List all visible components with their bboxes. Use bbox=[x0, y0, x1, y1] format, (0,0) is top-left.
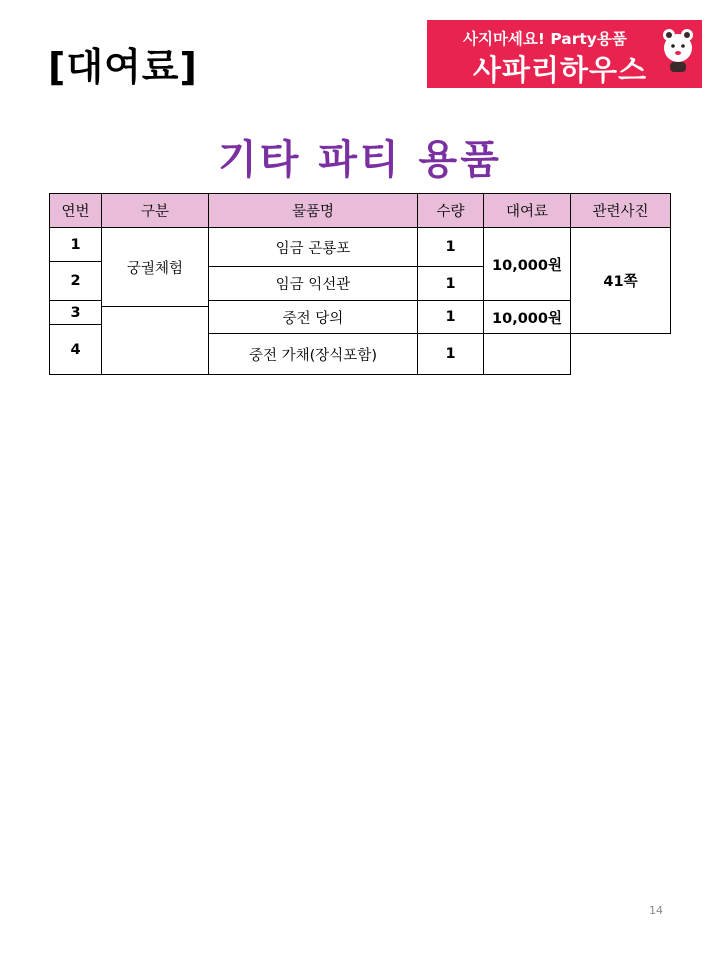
mascot-icon bbox=[656, 24, 700, 74]
category-palace-cont bbox=[102, 307, 209, 375]
item-name: 임금 곤룡포 bbox=[209, 228, 418, 267]
table-row bbox=[50, 228, 671, 262]
header-category: 구분 bbox=[102, 194, 209, 228]
logo-tagline: 사지마세요! Party용품 bbox=[463, 30, 627, 48]
rental-price-table bbox=[49, 193, 671, 375]
item-name: 중전 당의 bbox=[209, 301, 418, 334]
brand-logo bbox=[427, 20, 702, 88]
item-qty: 1 bbox=[418, 267, 484, 301]
item-name: 중전 가채(장식포함) bbox=[209, 334, 418, 375]
page-heading: [대여료] bbox=[48, 45, 198, 89]
row-num: 1 bbox=[50, 228, 102, 262]
row-num: 3 bbox=[50, 301, 102, 325]
category-palace: 궁궐체험 bbox=[102, 228, 209, 307]
table-header-row bbox=[50, 194, 671, 228]
item-qty: 1 bbox=[418, 228, 484, 267]
logo-name: 사파리하우스 bbox=[473, 53, 648, 87]
header-item: 물품명 bbox=[209, 194, 418, 228]
item-qty: 1 bbox=[418, 334, 484, 375]
page-number: 14 bbox=[649, 904, 663, 917]
header-price: 대여료 bbox=[484, 194, 571, 228]
page-title: 기타 파티 용품 bbox=[218, 137, 502, 183]
item-name: 임금 익선관 bbox=[209, 267, 418, 301]
row-num: 2 bbox=[50, 262, 102, 301]
item-price: 10,000원 bbox=[484, 228, 571, 301]
header-photo: 관련사진 bbox=[571, 194, 671, 228]
item-qty: 1 bbox=[418, 301, 484, 334]
header-num: 연번 bbox=[50, 194, 102, 228]
photo-ref-cont bbox=[484, 334, 571, 375]
photo-ref: 41쪽 bbox=[571, 228, 671, 334]
header-qty: 수량 bbox=[418, 194, 484, 228]
row-num: 4 bbox=[50, 325, 102, 375]
item-price: 10,000원 bbox=[484, 301, 571, 334]
